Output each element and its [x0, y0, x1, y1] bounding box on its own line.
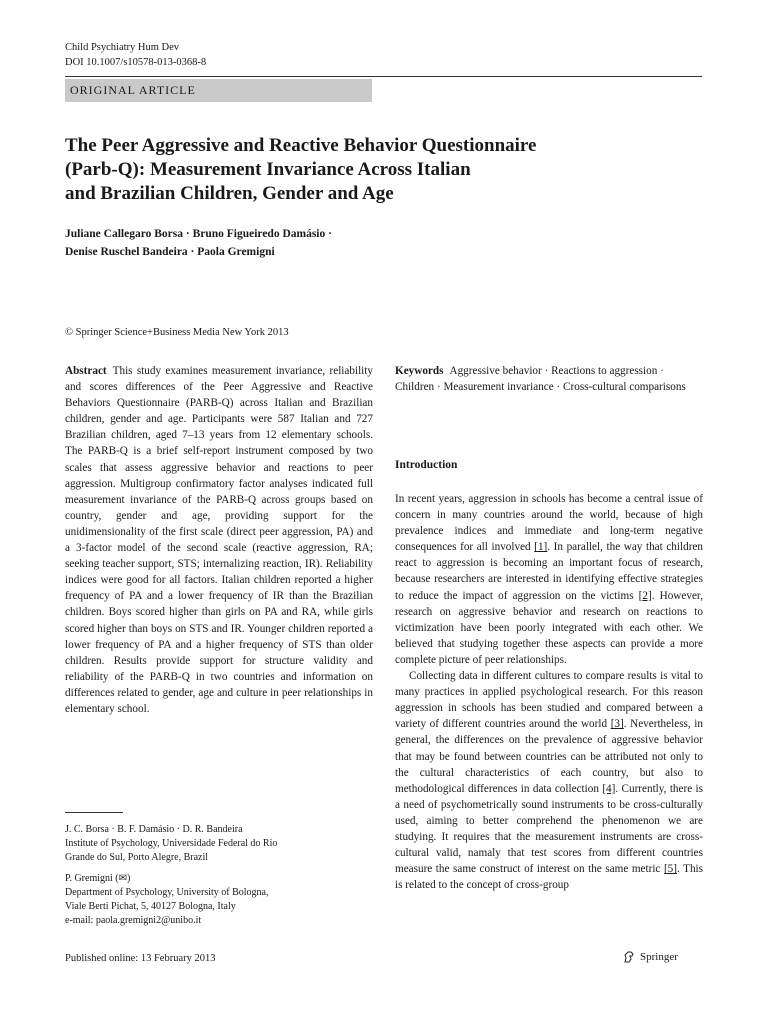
authors-line-2: Denise Ruschel Bandeira · Paola Gremigni	[65, 246, 275, 258]
affiliation-2-email[interactable]: e-mail: paola.gremigni2@unibo.it	[65, 915, 202, 926]
introduction-body	[395, 491, 703, 893]
author-list	[65, 225, 665, 261]
intro-paragraph-1	[395, 491, 703, 668]
article-type-bar	[65, 79, 372, 102]
publisher-name: Springer	[640, 951, 678, 963]
abstract-text: This study examines measurement invariance, reliability and scores differences of the Peer Aggressive and Reactive Behaviors Questionnaire (PARB-Q) across Italian and Brazilian children, gender and age. Participants were 587 Italian and 727 Brazilian children, aged 7–13 years from 12 elementary schools. The PARB-Q is a brief self-report instrument composed by two scales that assess aggressive behavior and reactions to peer aggression. Multigroup confirmatory factor analyses indicated full measurement invariance of the PARB-Q across groups based on country, gender and age, providing support for the unidimensionality of the first scale (direct peer aggression, PA) and a 3-factor model of the second scale (reactive aggression, RA; seeking teacher support, STS; internalizing reaction, IR). Reliability indices were good for all factors. Italian children reported a higher frequency of PA and a lower frequency of IR than the Brazilian children. Boys scored higher than girls on PA and RA, while girls scored higher than boys on STS and IR. Younger children reported a lower frequency of PA and a higher frequency of STS than older children. Results provide support for structure validity and reliability of the PARB-Q in two countries and information on differences related to gender, age and culture in peer relationships in elementary school.	[65, 365, 373, 715]
affiliation-2-author: P. Gremigni (✉)	[65, 873, 131, 884]
journal-header	[65, 40, 206, 70]
citation-1[interactable]: [1]	[534, 541, 548, 554]
journal-name: Child Psychiatry Hum Dev	[65, 42, 180, 53]
publisher-logo	[622, 950, 678, 964]
affiliation-2	[65, 872, 373, 928]
intro-p2-text-d: . This is related to the concept of cross-group	[395, 863, 704, 892]
intro-paragraph-2	[395, 668, 703, 893]
title-line-2: (Parb-Q): Measurement Invariance Across Italian	[65, 159, 471, 180]
authors-line-1: Juliane Callegaro Borsa · Bruno Figueiredo Damásio ·	[65, 228, 332, 240]
article-type-label: ORIGINAL ARTICLE	[70, 83, 196, 97]
title-line-3: and Brazilian Children, Gender and Age	[65, 183, 394, 204]
affiliation-1-institution: Institute of Psychology, Universidade Federal do Rio	[65, 838, 278, 849]
affiliation-2-address: Viale Berti Pichat, 5, 40127 Bologna, Italy	[65, 901, 236, 912]
intro-p1-text-b: . In parallel, the way that children react to aggression is becoming an important focus of research, because researchers are interested in identifying effective strategies to reduce the impact of aggression on the victims	[395, 541, 703, 602]
springer-horse-icon	[622, 950, 636, 964]
intro-p2-text-c: . Currently, there is a need of psychometrically sound instruments to be cross-culturally used, aiming to better comprehend the phenomenon we are studying. It requires that the measurement instruments are cross-cultural valid, namaly that test scores from different countries measure the same construct of interest on the same metric	[395, 782, 703, 876]
affiliation-1	[65, 823, 373, 865]
copyright-notice: © Springer Science+Business Media New York 2013	[65, 327, 289, 338]
abstract-block	[65, 363, 373, 717]
keywords-label: Keywords	[395, 365, 444, 377]
affiliation-1-location: Grande do Sul, Porto Alegre, Brazil	[65, 852, 209, 863]
doi[interactable]: DOI 10.1007/s10578-013-0368-8	[65, 57, 207, 68]
intro-p1-text-a: In recent years, aggression in schools has become a central issue of concern in many countries around the world, because of high prevalence indices and immediate and long-term negative consequences for all involved	[395, 493, 703, 554]
keywords-text: Aggressive behavior · Reactions to aggression · Children · Measurement invariance · Cross-cultural comparisons	[395, 365, 686, 394]
introduction-heading: Introduction	[395, 459, 458, 471]
title-line-1: The Peer Aggressive and Reactive Behavior Questionnaire	[65, 135, 537, 156]
citation-4[interactable]: [4]	[602, 782, 616, 795]
footnote-rule	[65, 812, 123, 813]
citation-5[interactable]: [5]	[663, 863, 677, 876]
affiliation-1-authors: J. C. Borsa · B. F. Damásio · D. R. Bandeira	[65, 824, 243, 835]
keywords-block	[395, 363, 703, 395]
intro-p2-text-b: . Nevertheless, in general, the differences on the prevalence of aggressive behavior that may be found between countries can be attributed not only to the cultural characteristics of each country, but also to methodological differences in data collection	[395, 718, 703, 795]
citation-3[interactable]: [3]	[610, 718, 624, 731]
affiliation-2-department: Department of Psychology, University of Bologna,	[65, 887, 269, 898]
header-rule	[65, 76, 702, 77]
intro-p1-text-c: . However, research on aggressive behavior and research on reactions to victimization have been poorly integrated with each other. We believed that studying together these aspects can provide a more complete picture of peer relationships.	[395, 589, 703, 666]
intro-p2-text-a: Collecting data in different cultures to compare results is vital to many practices in applied psychological research. For this reason aggression in schools has been studied and compared between a variety of different countries around the world	[395, 670, 703, 731]
article-title	[65, 134, 685, 206]
citation-2[interactable]: [2]	[638, 589, 652, 602]
published-date: Published online: 13 February 2013	[65, 953, 216, 964]
abstract-label: Abstract	[65, 365, 107, 377]
